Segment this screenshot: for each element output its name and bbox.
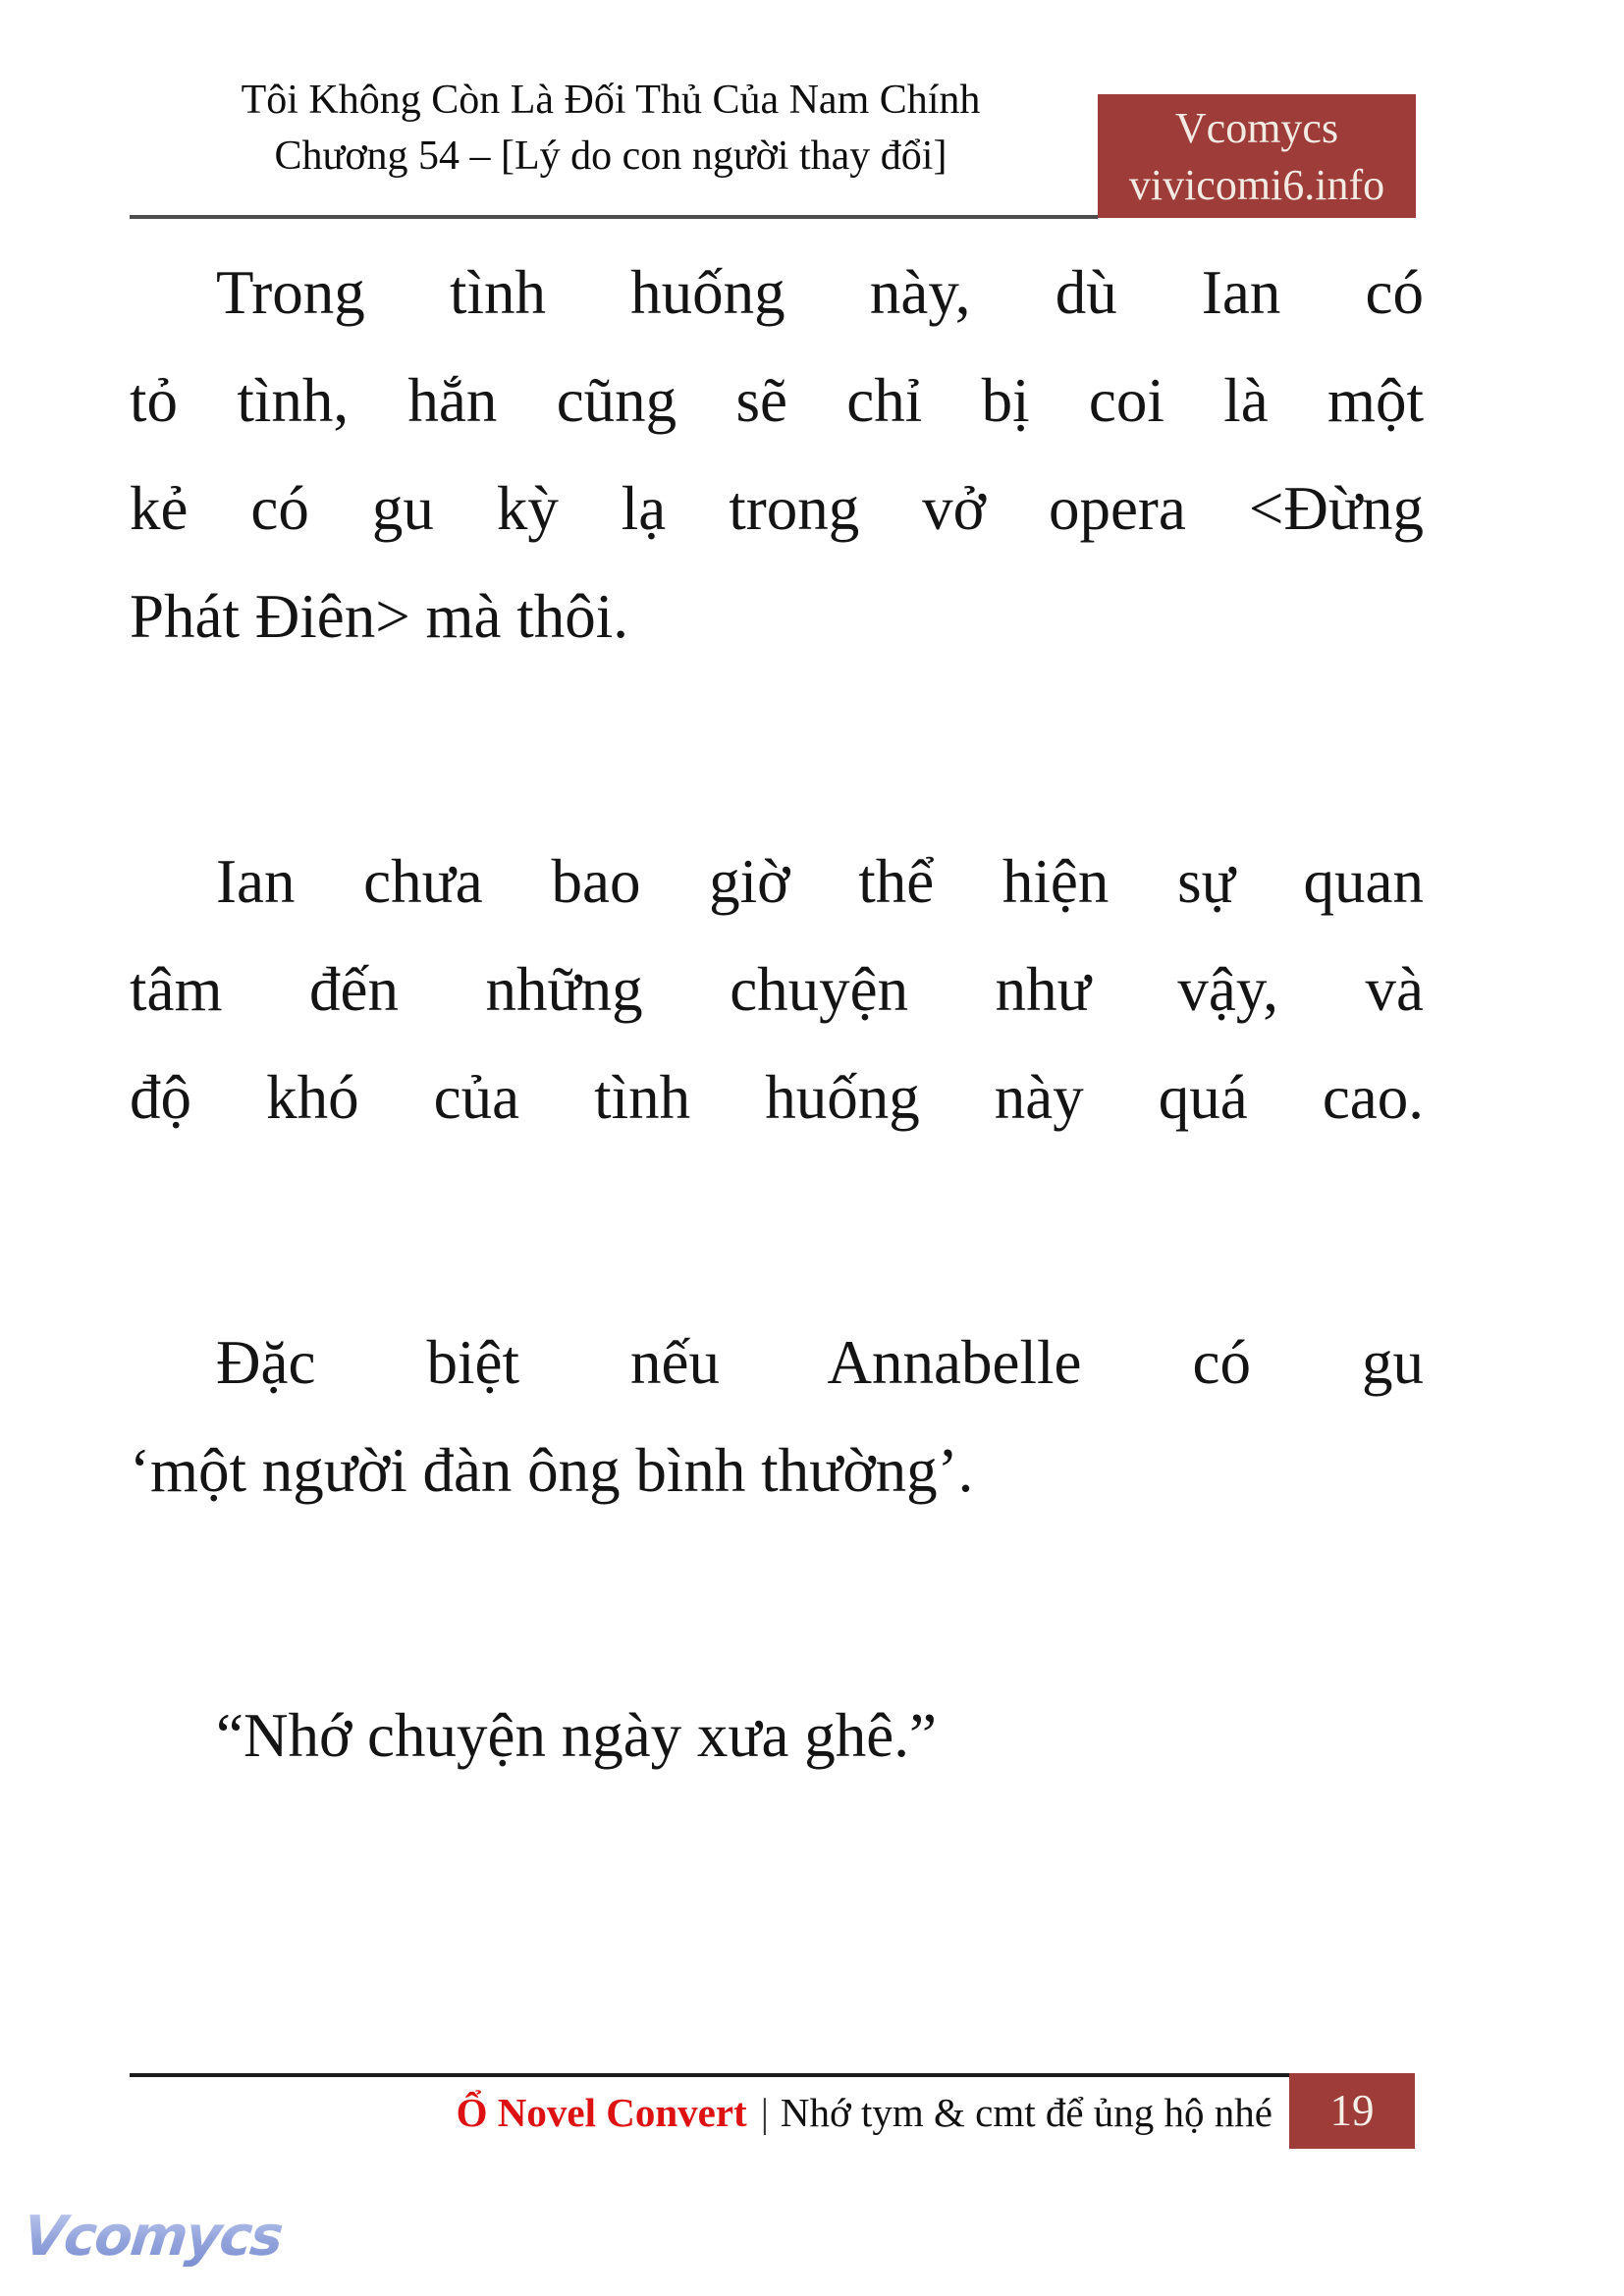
body-line: tâm đến những chuyện như vậy, và xyxy=(130,955,1424,1024)
story-text xyxy=(130,239,1424,1947)
paragraph xyxy=(130,1682,1424,1789)
body-line: “Nhớ chuyện ngày xưa ghê.” xyxy=(216,1701,937,1770)
novel-title: Tôi Không Còn Là Đối Thủ Của Nam Chính xyxy=(241,78,981,123)
body-line: kẻ có gu kỳ lạ trong vở opera <Đừng xyxy=(130,474,1424,543)
chapter-title: Chương 54 – [Lý do con người thay đổi] xyxy=(274,133,947,179)
body-line: ‘một người đàn ông bình thường’. xyxy=(130,1436,974,1505)
translator-site: vivicomi6.info xyxy=(1128,161,1385,209)
page-header xyxy=(130,73,1092,185)
header-divider xyxy=(130,215,1098,219)
footer-separator: | xyxy=(760,2090,769,2135)
page-number: 19 xyxy=(1329,2086,1375,2135)
translator-brand: Vcomycs xyxy=(1174,104,1339,152)
paragraph xyxy=(130,239,1424,670)
body-line: độ khó của tình huống này quá cao. xyxy=(130,1063,1424,1132)
footer-divider xyxy=(130,2073,1289,2077)
body-line: tỏ tình, hắn cũng sẽ chỉ bị coi là một xyxy=(130,366,1424,435)
footer-note: Nhớ tym & cmt để ủng hộ nhé xyxy=(780,2090,1272,2135)
footer-credit xyxy=(457,2083,1272,2142)
paragraph xyxy=(130,828,1424,1151)
paragraph xyxy=(130,1308,1424,1524)
vcomycs-watermark-logo: Vcomycs xyxy=(20,2205,285,2269)
body-line: Đặc biệt nếu Annabelle có gu xyxy=(216,1328,1424,1397)
body-line: Trong tình huống này, dù Ian có xyxy=(216,258,1424,327)
body-line: Phát Điên> mà thôi. xyxy=(130,582,628,651)
body-line: Ian chưa bao giờ thể hiện sự quan xyxy=(216,847,1424,916)
page-number-badge xyxy=(1289,2073,1415,2149)
footer-brand: Ổ Novel Convert xyxy=(456,2090,747,2135)
translator-badge xyxy=(1098,94,1416,218)
